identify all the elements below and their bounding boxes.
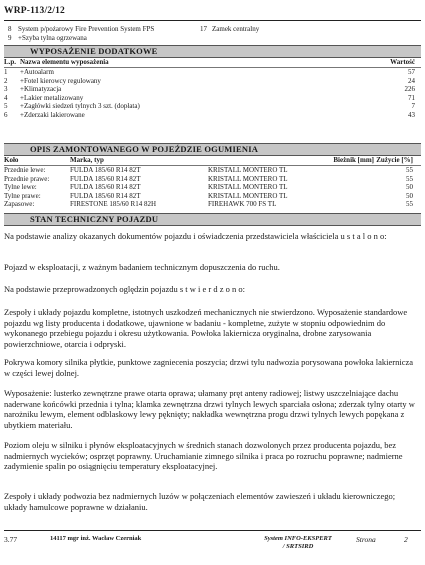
cell-wear: 55 bbox=[406, 166, 413, 174]
item-number: 8 bbox=[8, 25, 12, 33]
item-number bbox=[200, 34, 212, 43]
table-row bbox=[4, 68, 421, 77]
cell-model: KRISTALL MONTERO TL bbox=[208, 183, 288, 191]
footer-author: 14117 mgr inż. Wacław Czerniak bbox=[50, 535, 142, 542]
footer-page-number: 2 bbox=[404, 535, 408, 544]
cell-value: 226 bbox=[404, 85, 415, 93]
cell-tread bbox=[326, 192, 374, 201]
paragraph: Pojazd w eksploatacji, z ważnym badaniem technicznym dopuszczenia do ruchu. bbox=[4, 262, 280, 272]
cell-wheel: Tylne prawe: bbox=[4, 191, 41, 200]
column-header-tread: Bieżnik [mm] bbox=[333, 156, 374, 164]
paragraph: Na podstawie analizy okazanych dokumentów pojazdu i oświadczenia przedstawiciela właściciela u s t a l o n o: bbox=[4, 231, 387, 241]
cell-value: 24 bbox=[408, 76, 415, 85]
paragraph: Wyposażenie: lusterko zewnętrzne prawe otarta oprawa; ułamany pręt anteny radiowej; listwy uszczelniające dachu naderwane końcówki przednia i tylna; klamka zewnętrzna drzwi tylnych lewych sparciała osłona; zderzak tylny otarty w narożniku lewym, element odblaskowy lewy pęknięty; nakładka wewnętrzna progu drzwi tylnych lewych popękana z ubytkiem materiału. bbox=[4, 388, 415, 430]
cell-name: +Klimatyzacja bbox=[20, 85, 62, 93]
section-header-equipment bbox=[4, 45, 421, 58]
item-number: 17 bbox=[200, 25, 207, 33]
table-row bbox=[4, 175, 421, 184]
column-header-brand: Marka, typ bbox=[70, 156, 104, 164]
cell-value: 7 bbox=[411, 102, 415, 110]
cell-tread bbox=[326, 175, 374, 184]
cell-model: KRISTALL MONTERO TL bbox=[208, 191, 288, 200]
cell-name: +Zderzaki lakierowane bbox=[20, 110, 85, 119]
column-header-lp: L.p. bbox=[4, 58, 17, 66]
cell-name: +Zagłówki siedzeń tylnych 3 szt. (dopłata) bbox=[20, 102, 140, 110]
paragraph: Pokrywa komory silnika płytkie, punktowe zagniecenia poszycia; drzwi tylu nadwozia porysowana powłoka lakiernicza w części lewej dolnej. bbox=[4, 357, 414, 378]
cell-model: KRISTALL MONTERO TL bbox=[208, 166, 288, 174]
item-name: Zamek centralny bbox=[212, 25, 260, 33]
item-number: 9 bbox=[8, 33, 12, 42]
table-row bbox=[4, 183, 421, 192]
column-header-wheel: Koło bbox=[4, 156, 19, 164]
cell-lp: 6 bbox=[4, 110, 8, 119]
cell-tread bbox=[326, 183, 374, 192]
column-header-value: Wartość bbox=[390, 58, 415, 66]
footer-page-label: Strona bbox=[356, 535, 376, 544]
cell-tread bbox=[326, 200, 374, 209]
item-name: +Szyba tylna ogrzewana bbox=[18, 33, 87, 42]
document-code: WRP-113/2/12 bbox=[4, 6, 65, 16]
footer-system-line: / SRTSIRD bbox=[282, 543, 314, 550]
paragraph: Zespoły i układy pojazdu kompletne, istotnych uszkodzeń mechanicznych nie stwierdzono. Wyposażenie standardowe pojazdu wg listy producenta i dodatkowe, ujawnione w badaniu - kompletne, zużyte w stopniu odpowiednim do wykonanego przebiegu pojazdu i okresu użytkowania. Powłoka lakiernicza oryginalna, drobne zarysowania powierzchniowe, otarcia i odpryski. bbox=[4, 307, 408, 349]
list-item bbox=[8, 34, 388, 43]
footer-system-line: System INFO-EKSPERT bbox=[264, 535, 332, 542]
table-row bbox=[4, 94, 421, 103]
section-title: STAN TECHNICZNY POJAZDU bbox=[30, 214, 159, 224]
cell-lp: 2 bbox=[4, 76, 8, 85]
cell-brand: FULDA 185/60 R14 82T bbox=[70, 174, 141, 183]
cell-wheel: Przednie prawe: bbox=[4, 174, 50, 183]
cell-brand: FULDA 185/60 R14 82T bbox=[70, 191, 141, 200]
tires-table bbox=[4, 156, 421, 209]
paragraph: Zespoły i układy podwozia bez nadmiernych luzów w połączeniach elementów zawieszeń i układu kierowniczego; układy hamulcowe poprawne w działaniu. bbox=[4, 491, 396, 512]
cell-value: 71 bbox=[408, 93, 415, 102]
table-row bbox=[4, 102, 421, 111]
cell-wear: 50 bbox=[406, 183, 413, 191]
cell-name: +Fotel kierowcy regulowany bbox=[20, 76, 101, 85]
cell-wheel: Zapasowe: bbox=[4, 200, 35, 208]
cell-lp: 5 bbox=[4, 102, 8, 110]
cell-wheel: Przednie lewe: bbox=[4, 166, 46, 174]
cell-wear: 55 bbox=[406, 174, 413, 183]
cell-lp: 1 bbox=[4, 68, 8, 76]
cell-wheel: Tylne lewe: bbox=[4, 183, 37, 191]
list-item bbox=[8, 25, 388, 34]
footer-system bbox=[254, 535, 342, 551]
section-title: OPIS ZAMONTOWANEGO W POJEŹDZIE OGUMIENIA bbox=[30, 144, 259, 154]
cell-name: +Lakier metalizowany bbox=[20, 93, 84, 102]
table-row bbox=[4, 77, 421, 86]
section-header-tires bbox=[4, 143, 421, 156]
table-header bbox=[4, 156, 421, 166]
table-row bbox=[4, 85, 421, 94]
standard-equipment-continuation bbox=[8, 25, 388, 42]
cell-model: KRISTALL MONTERO TL bbox=[208, 174, 288, 183]
column-header-model bbox=[208, 156, 326, 165]
cell-lp: 4 bbox=[4, 93, 8, 102]
table-row bbox=[4, 200, 421, 209]
section-header-condition bbox=[4, 213, 421, 226]
section-title: WYPOSAŻENIE DODATKOWE bbox=[30, 46, 158, 56]
item-name: System p/pożarowy Fire Prevention System FPS bbox=[18, 25, 155, 33]
table-row bbox=[4, 111, 421, 120]
equipment-table bbox=[4, 58, 421, 119]
cell-brand: FULDA 185/60 R14 82T bbox=[70, 166, 141, 174]
cell-brand: FIRESTONE 185/60 R14 82H bbox=[70, 200, 157, 208]
header-divider bbox=[4, 20, 421, 21]
paragraph: Na podstawie przeprowadzonych oględzin pojazdu s t w i e r d z o n o: bbox=[4, 284, 245, 294]
footer-divider bbox=[4, 530, 421, 531]
cell-wear: 55 bbox=[406, 200, 413, 208]
table-header bbox=[4, 58, 421, 68]
cell-value: 43 bbox=[408, 110, 415, 119]
cell-brand: FULDA 185/60 R14 82T bbox=[70, 183, 141, 191]
cell-lp: 3 bbox=[4, 85, 8, 93]
cell-value: 57 bbox=[408, 68, 415, 76]
paragraph: Poziom oleju w silniku i płynów eksploatacyjnych w średnich stanach dozwolonych przez producenta pojazdu, bez nadmiernych wycieków; osprzęt poprawny. Uruchamianie zimnego silnika i praca po rozruchu poprawne; nadmierne zadymienie spalin po osiągnięciu temperatury eksploatacyjnej. bbox=[4, 440, 403, 471]
cell-tread bbox=[326, 166, 374, 175]
column-header-name: Nazwa elementu wyposażenia bbox=[20, 58, 109, 66]
cell-wear: 50 bbox=[406, 191, 413, 200]
table-row bbox=[4, 192, 421, 201]
footer-version: 3.77 bbox=[4, 535, 18, 544]
cell-name: +Autoalarm bbox=[20, 68, 54, 76]
column-header-wear: Zużycie [%] bbox=[376, 156, 413, 164]
table-row bbox=[4, 166, 421, 175]
cell-model: FIREHAWK 700 FS TL bbox=[208, 200, 277, 208]
